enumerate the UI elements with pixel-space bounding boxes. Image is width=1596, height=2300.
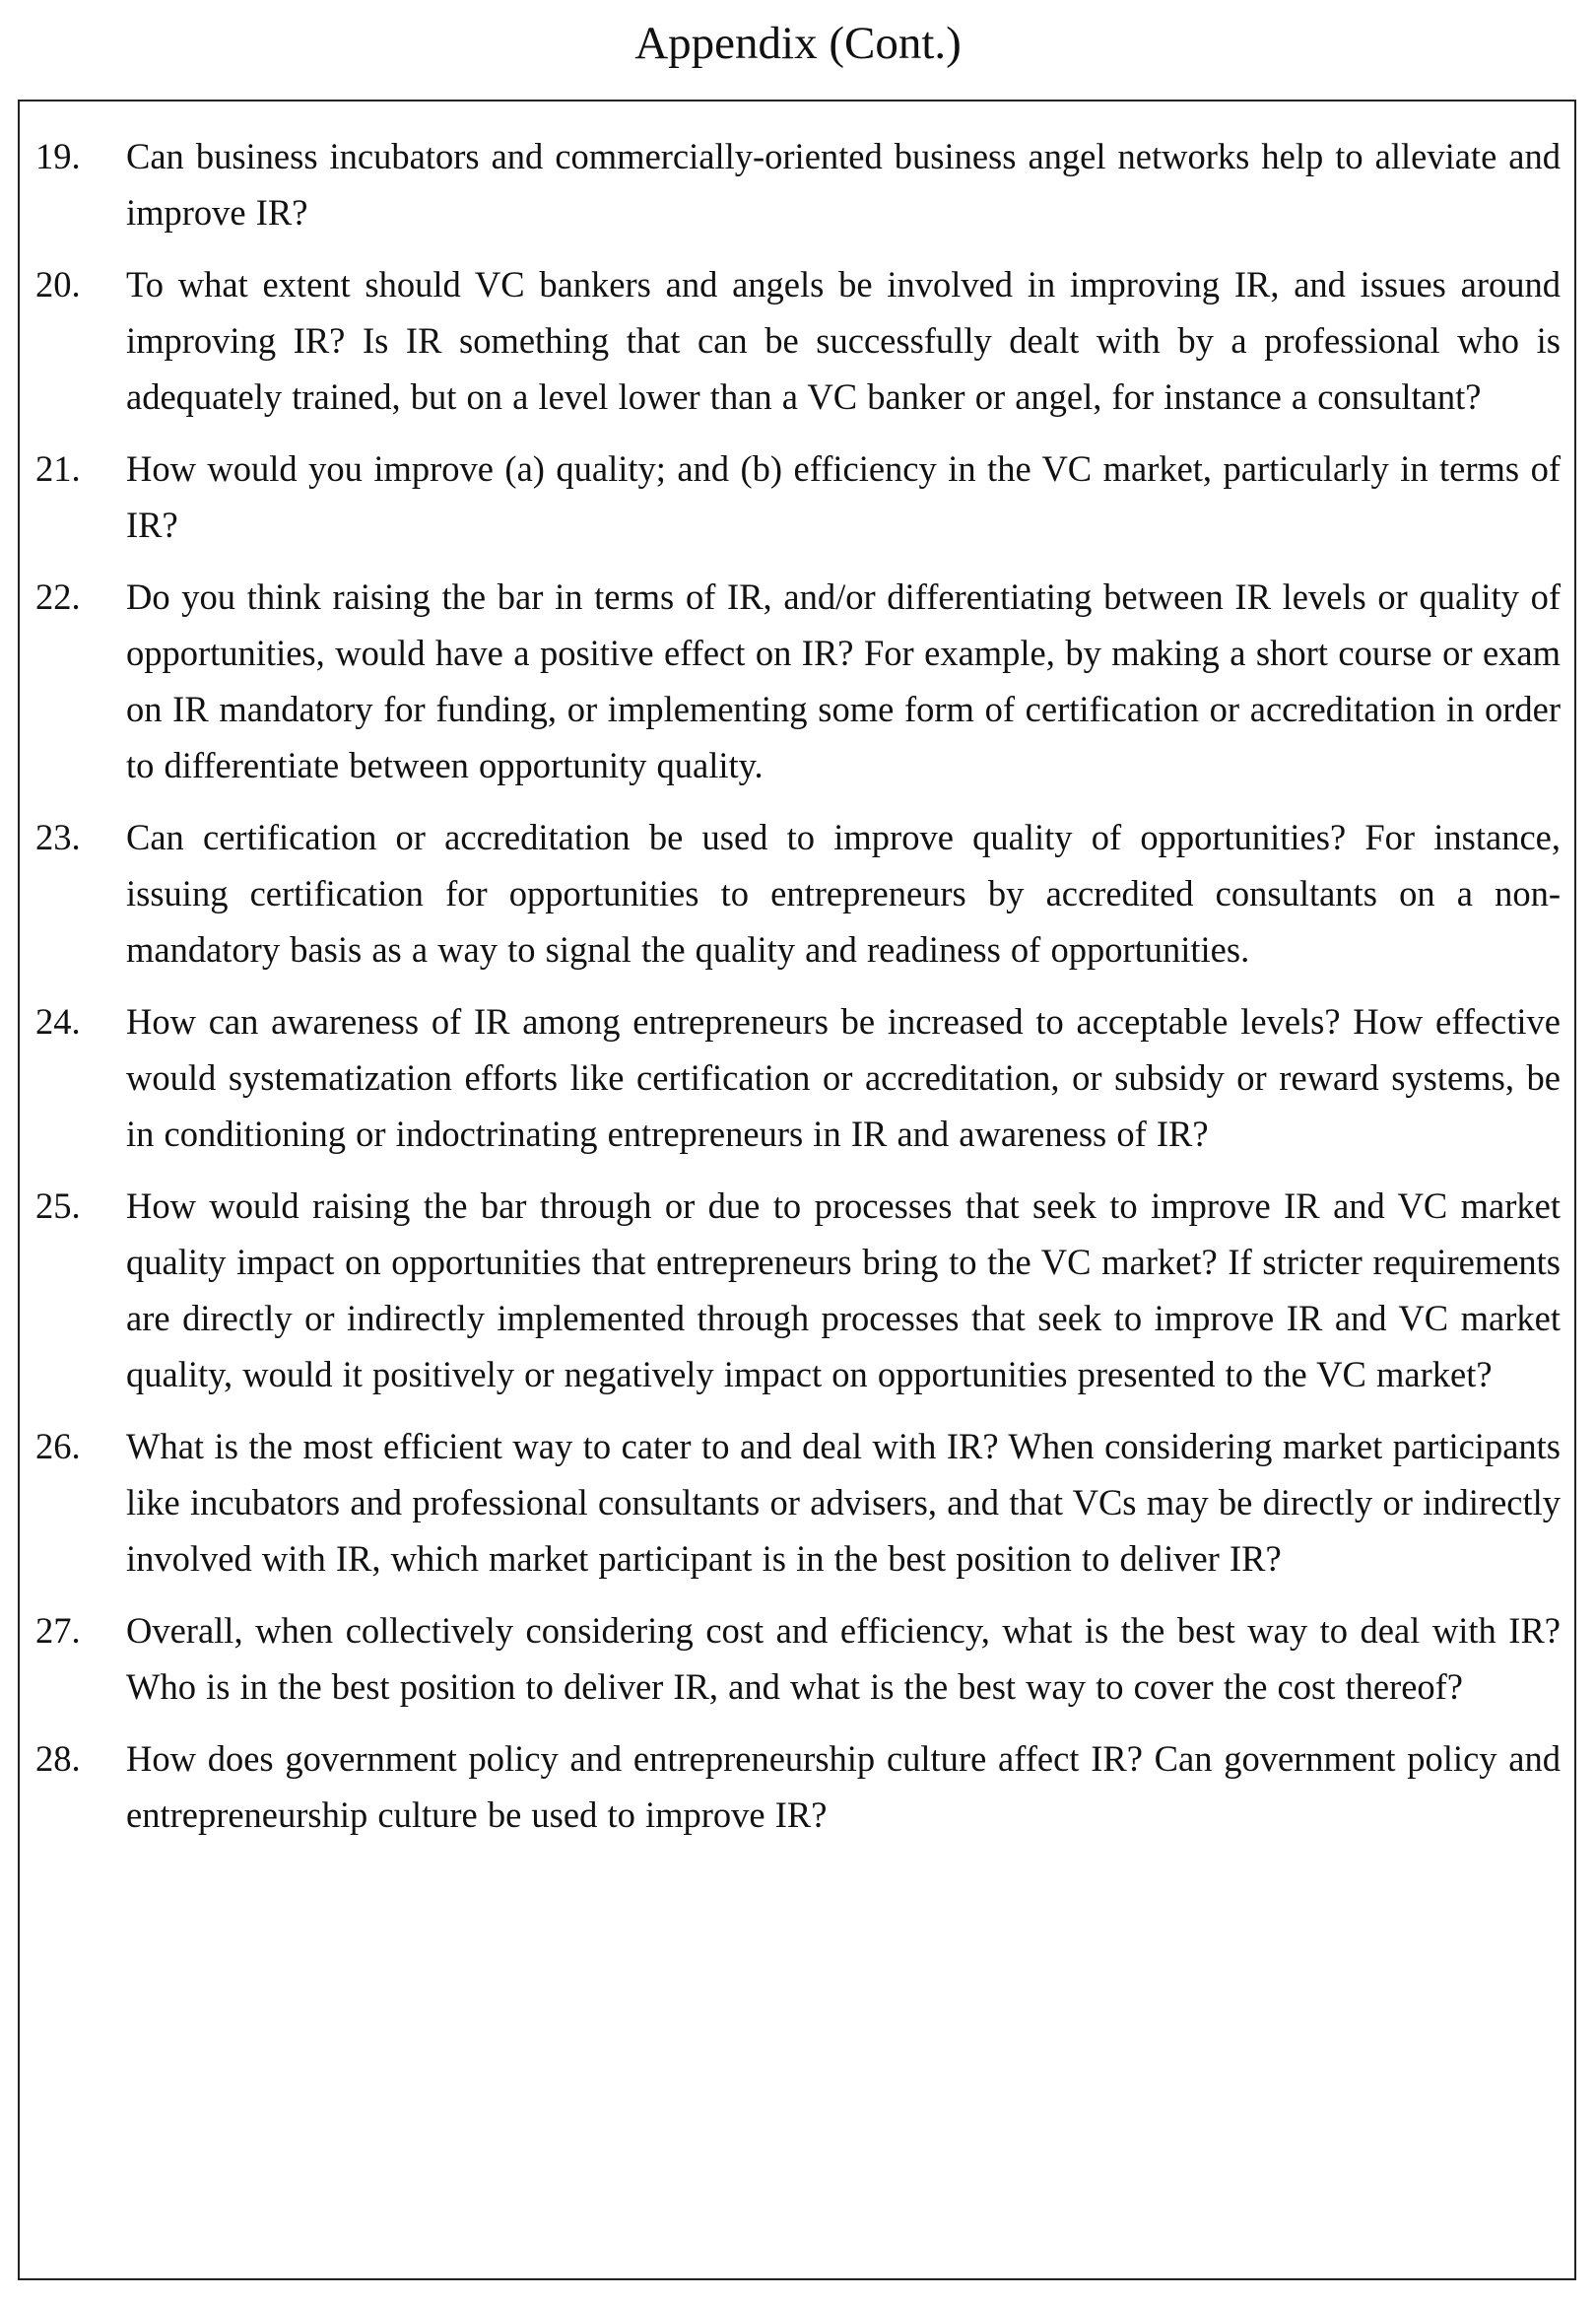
question-item [35,1178,1561,1402]
page-title: Appendix (Cont.) [634,18,962,69]
question-item [35,993,1561,1162]
question-list [35,128,1561,1859]
question-number: 23. [35,817,81,857]
question-item [35,440,1561,553]
question-item [35,569,1561,793]
question-number: 26. [35,1426,81,1466]
question-number: 28. [35,1738,81,1779]
question-item [35,128,1561,240]
question-text: Can business incubators and commercially-oriented business angel networks help to alleviate and improve IR? [126,136,1561,233]
question-text: How does government policy and entrepreneurship culture affect IR? Can government policy and entrepreneurship culture be used to improve IR? [126,1738,1561,1835]
question-number: 21. [35,448,81,489]
question-text: Do you think raising the bar in terms of IR, and/or differentiating between IR levels or quality of opportunities, would have a positive effect on IR? For example, by making a short course or exam on IR mandatory for funding, or implementing some form of certification or accreditation in order to differentiate between opportunity quality. [126,576,1561,785]
question-text: What is the most efficient way to cater to and deal with IR? When considering market participants like incubators and professional consultants or advisers, and that VCs may be directly or indirectly involved with IR, which market participant is in the best position to deliver IR? [126,1426,1561,1579]
question-text: Can certification or accreditation be used to improve quality of opportunities? For instance, issuing certification for opportunities to entrepreneurs by accredited consultants on a non-mandatory basis as a way to signal the quality and readiness of opportunities. [126,817,1561,970]
question-number: 25. [35,1185,81,1226]
question-item [35,1730,1561,1843]
question-text: How would you improve (a) quality; and (b) efficiency in the VC market, particularly in terms of IR? [126,448,1561,545]
question-text: To what extent should VC bankers and angels be involved in improving IR, and issues around improving IR? Is IR something that can be successfully dealt with by a professional who is adequately trained, but on a level lower than a VC banker or angel, for instance a consultant? [126,264,1561,417]
question-number: 24. [35,1001,81,1042]
question-text: How can awareness of IR among entrepreneurs be increased to acceptable levels? How effective would systematization efforts like certification or accreditation, or subsidy or reward systems, be in conditioning or indoctrinating entrepreneurs in IR and awareness of IR? [126,1001,1561,1154]
question-item [35,256,1561,425]
question-number: 22. [35,576,81,617]
question-number: 19. [35,136,81,176]
question-text: Overall, when collectively considering cost and efficiency, what is the best way to deal with IR? Who is in the best position to deliver IR, and what is the best way to cover the cost thereof? [126,1610,1561,1707]
question-item [35,1602,1561,1715]
question-text: How would raising the bar through or due to processes that seek to improve IR and VC market quality impact on opportunities that entrepreneurs bring to the VC market? If stricter requirements are directly or indirectly implemented through processes that seek to improve IR and VC market quality, would it positively or negatively impact on opportunities presented to the VC market? [126,1185,1561,1394]
question-item [35,809,1561,978]
question-item [35,1418,1561,1587]
question-number: 27. [35,1610,81,1651]
question-number: 20. [35,264,81,304]
